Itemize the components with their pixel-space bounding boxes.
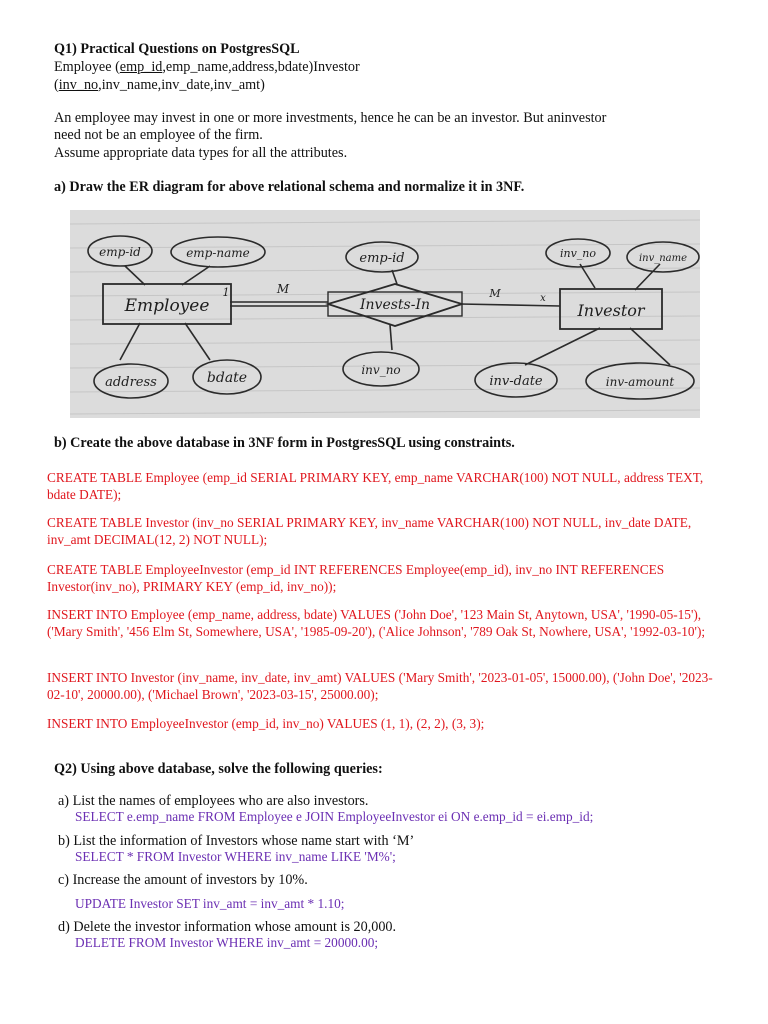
label-emp-id: emp-id	[99, 245, 141, 259]
q2-a-question: a) List the names of employees who are also investors.	[58, 793, 369, 809]
label-inv-no: inv_no	[559, 247, 597, 260]
schema-emp-key: emp_id	[119, 59, 163, 75]
label-emp-name: emp-name	[186, 246, 250, 260]
cardinality-one: 1	[222, 286, 230, 299]
cardinality-x: x	[540, 293, 546, 304]
schema-line-1	[54, 59, 360, 76]
q2-d-sql: DELETE FROM Investor WHERE inv_amt = 20000.00;	[75, 935, 379, 950]
label-investor: Investor	[577, 301, 645, 320]
q2-c-sql: UPDATE Investor SET inv_amt = inv_amt * 1.10;	[75, 896, 345, 911]
part-b-heading: b) Create the above database in 3NF form in PostgresSQL using constraints.	[54, 435, 515, 451]
label-address: address	[105, 375, 157, 390]
q2-c-question: c) Increase the amount of investors by 10%.	[58, 872, 308, 888]
schema-line-2	[54, 77, 265, 94]
sql-create-employee: CREATE TABLE Employee (emp_id SERIAL PRIMARY KEY, emp_name VARCHAR(100) NOT NULL, address TEXT, bdate DATE);	[47, 470, 704, 502]
label-relationship: Invests-In	[359, 297, 431, 313]
desc-line-3: Assume appropriate data types for all the attributes.	[54, 145, 348, 161]
sql-insert-investor: INSERT INTO Investor (inv_name, inv_date, inv_amt) VALUES ('Mary Smith', '2023-01-05', 15000.00), ('John Doe', '2023-02-10', 20000.00), ('Michael Brown', '2023-03-15', 25000.00);	[47, 670, 713, 702]
label-employee: Employee	[124, 296, 210, 316]
cardinality-m-right: M	[489, 287, 501, 300]
q2-b-sql: SELECT * FROM Investor WHERE inv_name LIKE 'M%';	[75, 849, 396, 864]
schema-inv-prefix: (	[54, 77, 59, 93]
q2-a-sql: SELECT e.emp_name FROM Employee e JOIN EmployeeInvestor ei ON e.emp_id = ei.emp_id;	[75, 809, 594, 824]
q1-title: Q1) Practical Questions on PostgresSQL	[54, 41, 300, 57]
label-inv-date: inv-date	[489, 374, 543, 389]
sql-insert-employee: INSERT INTO Employee (emp_name, address, bdate) VALUES ('John Doe', '123 Main St, Anytown, USA', '1990-05-15'), ('Mary Smith', '456 Elm St, Somewhere, USA', '1985-09-20'), ('Alice Johnson', '789 Oak St, Nowhere, USA', '1992-03-10');	[47, 607, 706, 639]
schema-emp-rest: ,emp_name,address,bdate)Investor	[162, 59, 360, 75]
desc-line-1: An employee may invest in one or more investments, hence he can be an investor. But aninvestor	[54, 110, 607, 126]
schema-inv-rest: ,inv_name,inv_date,inv_amt)	[98, 77, 265, 93]
label-bdate: bdate	[206, 370, 248, 386]
label-inv-amount: inv-amount	[605, 375, 675, 389]
er-diagram	[70, 210, 700, 418]
q2-title: Q2) Using above database, solve the following queries:	[54, 761, 383, 777]
er-diagram-svg	[70, 210, 700, 418]
label-rel-emp-id: emp-id	[359, 251, 405, 266]
sql-insert-employeeinvestor: INSERT INTO EmployeeInvestor (emp_id, inv_no) VALUES (1, 1), (2, 2), (3, 3);	[47, 716, 485, 731]
sql-create-employeeinvestor: CREATE TABLE EmployeeInvestor (emp_id INT REFERENCES Employee(emp_id), inv_no INT REFERENCES Investor(inv_no), PRIMARY KEY (emp_id, inv_no));	[47, 562, 665, 594]
cardinality-m-left: M	[276, 282, 290, 296]
label-inv-name: inv_name	[638, 253, 688, 264]
label-rel-inv-no: inv_no	[361, 363, 401, 377]
desc-line-2: need not be an employee of the firm.	[54, 127, 263, 143]
q2-b-question: b) List the information of Investors whose name start with ‘M’	[58, 833, 415, 849]
schema-emp-prefix: Employee (	[54, 59, 120, 75]
q2-d-question: d) Delete the investor information whose amount is 20,000.	[58, 919, 397, 935]
schema-inv-key: inv_no	[58, 77, 99, 93]
sql-create-investor: CREATE TABLE Investor (inv_no SERIAL PRIMARY KEY, inv_name VARCHAR(100) NOT NULL, inv_date DATE, inv_amt DECIMAL(12, 2) NOT NULL);	[47, 515, 692, 547]
part-a-heading: a) Draw the ER diagram for above relational schema and normalize it in 3NF.	[54, 179, 525, 195]
